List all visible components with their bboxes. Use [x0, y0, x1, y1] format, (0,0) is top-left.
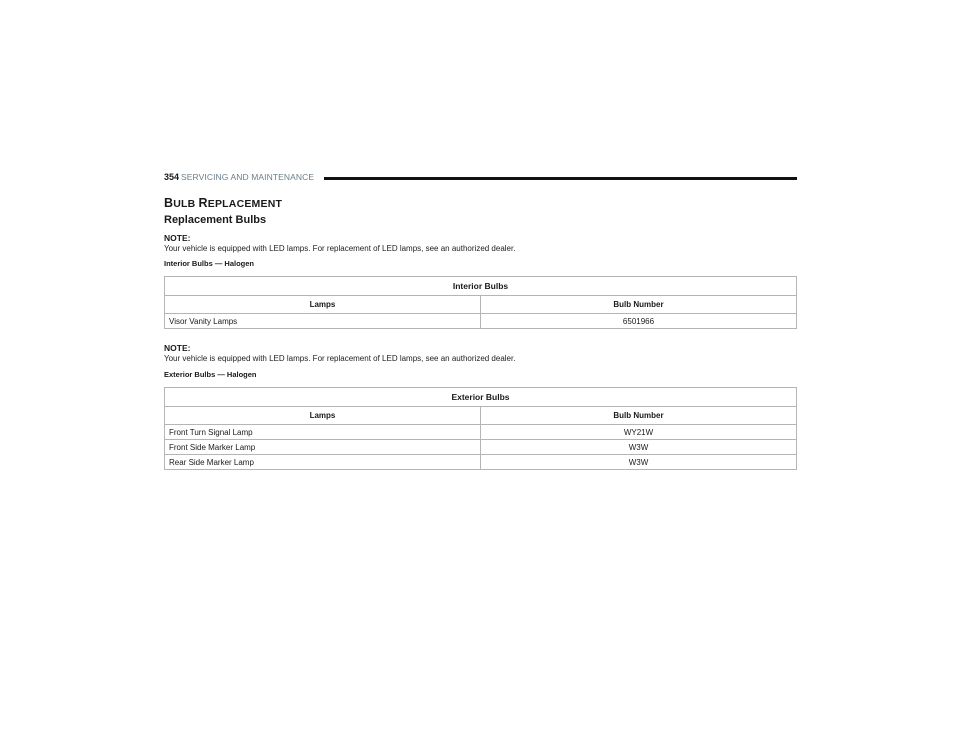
note-label: NOTE: [164, 343, 191, 353]
note-text: Your vehicle is equipped with LED lamps. For replacement of LED lamps, see an authorized dealer. [164, 244, 516, 253]
lamp-cell: Visor Vanity Lamps [165, 314, 481, 329]
note-label: NOTE: [164, 233, 191, 243]
subsection-title: Replacement Bulbs [164, 214, 267, 226]
column-header-bulb-number: Bulb Number [481, 296, 797, 314]
note-text: Your vehicle is equipped with LED lamps. For replacement of LED lamps, see an authorized dealer. [164, 354, 516, 363]
interior-bulbs-table [164, 276, 797, 329]
table-title: Interior Bulbs [165, 277, 797, 296]
column-header-lamps: Lamps [165, 296, 481, 314]
exterior-bulbs-table [164, 387, 797, 470]
bulb-number-cell: WY21W [481, 425, 797, 440]
table-row [165, 314, 797, 329]
interior-caption: Interior Bulbs — Halogen [164, 259, 255, 268]
column-header-bulb-number: Bulb Number [481, 407, 797, 425]
lamp-cell: Front Turn Signal Lamp [165, 425, 481, 440]
bulb-number-cell: 6501966 [481, 314, 797, 329]
lamp-cell: Rear Side Marker Lamp [165, 455, 481, 470]
table-row [165, 425, 797, 440]
header-rule [324, 177, 797, 180]
bulb-number-cell: W3W [481, 440, 797, 455]
table-row [165, 440, 797, 455]
table-row [165, 455, 797, 470]
page-header [164, 172, 797, 186]
column-header-lamps: Lamps [165, 407, 481, 425]
table-title: Exterior Bulbs [165, 388, 797, 407]
lamp-cell: Front Side Marker Lamp [165, 440, 481, 455]
page-number: 354 [164, 172, 180, 182]
exterior-caption: Exterior Bulbs — Halogen [164, 370, 257, 379]
bulb-number-cell: W3W [481, 455, 797, 470]
section-title: BULB REPLACEMENT [164, 196, 283, 210]
section-name: SERVICING AND MAINTENANCE [181, 172, 315, 182]
